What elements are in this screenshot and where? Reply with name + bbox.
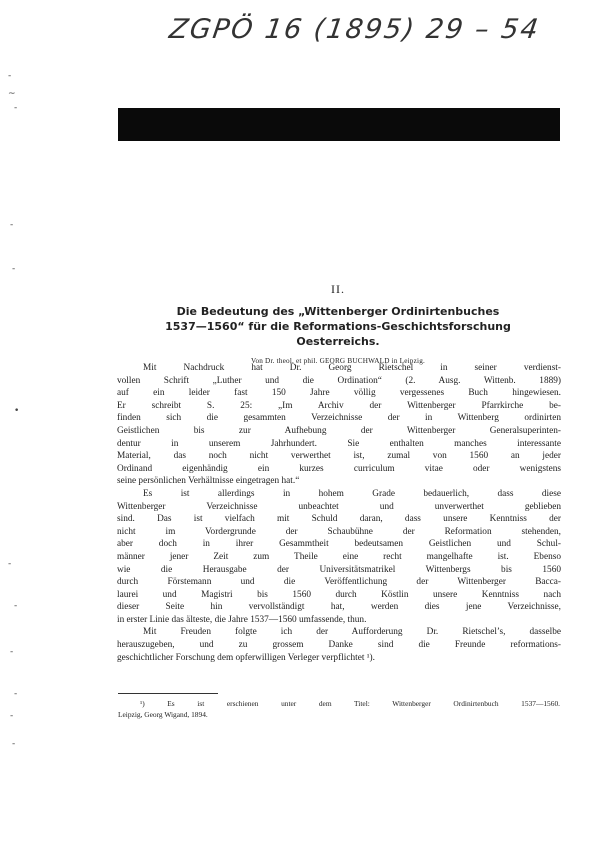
text-line: dentur in unserem Jahrhundert. Sie enthalten manches interessante (117, 438, 561, 449)
margin-mark: - (10, 647, 14, 657)
footnote-rule (118, 693, 218, 694)
text-line: Mit Freuden folgte ich der Aufforderung Dr. Rietschel’s, dasselbe (143, 627, 561, 638)
title-line-2: 1537—1560“ für die Reformations-Geschichtsforschung (165, 320, 511, 333)
text-line: in erster Linie das älteste, die Jahre 1537—1560 umfassende, thun. (117, 614, 367, 625)
text-line: geschichtlicher Forschung dem opferwilligen Verleger verpflichtet ¹). (117, 652, 375, 663)
margin-mark: - (14, 103, 18, 113)
text-line: herauszugeben, und zu grossem Danke sind die Freunde reformations- (117, 640, 561, 651)
margin-mark: • (14, 406, 20, 416)
title-line-3: Oesterreichs. (296, 335, 380, 348)
text-line: Ordinand eigenhändig ein kurzes curriculum vitae oder wenigstens (117, 463, 561, 474)
text-line: Es ist allerdings in hohem Grade bedauerlich, dass diese (143, 488, 561, 499)
text-line: nicht im Vordergrunde der Schaubühne der Reformation stehenden, (117, 526, 561, 537)
text-line: seine persönlichen Verhältnisse eingetragen hat.“ (117, 476, 300, 487)
margin-mark: - (10, 220, 14, 230)
text-line: aber doch in ihrer Gesammtheit bedeutsamen Geistlichen und Schul- (117, 539, 561, 550)
footnote-line: ¹) Es ist erschienen unter dem Titel: Wittenberger Ordinirtenbuch 1537—1560. (140, 699, 560, 708)
text-line: Material, das noch nicht verwerthet ist, zumal von 1560 an jeder (117, 451, 561, 462)
section-numeral: II. (331, 282, 345, 296)
text-line: Mit Nachdruck hat Dr. Georg Rietschel in seiner verdienst- (143, 363, 561, 373)
margin-mark: - (8, 71, 12, 81)
footnote-line: Leipzig, Georg Wigand, 1894. (118, 710, 208, 719)
footnote (118, 698, 560, 720)
text-line: finden sich die gesammten Verzeichnisse der in Wittenberg ordinirten (117, 413, 561, 424)
margin-mark: - (12, 739, 16, 749)
title-line-1: Die Bedeutung des „Wittenberger Ordinirtenbuches (176, 305, 500, 318)
margin-mark: - (12, 264, 16, 274)
paragraph (117, 488, 561, 627)
text-line: sind. Das ist vielfach mit Schuld daran, dass unsere Kenntniss der (117, 514, 561, 525)
text-line: vollen Schrift „Luther und die Ordination“ (2. Ausg. Wittenb. 1889) (117, 375, 561, 386)
margin-mark: - (14, 689, 18, 699)
text-line: dieser Seite hin vervollständigt hat, werden dies jene Verzeichnisse, (117, 602, 561, 613)
text-line: männer jener Zeit zum Theile eine recht mangelhafte ist. Ebenso (117, 551, 561, 562)
text-line: durch Förstemann und die Veröffentlichung der Wittenberger Bacca- (117, 577, 561, 588)
author-line: Von Dr. theol. et phil. GEORG BUCHWALD in Leipzig. (251, 357, 425, 365)
text-line: wie die Herausgabe der Universitätsmatrikel Wittenbergs bis 1560 (117, 564, 561, 575)
margin-mark: ~ (8, 89, 16, 99)
paragraph (117, 362, 561, 488)
text-line: Er schreibt S. 25: „Im Archiv der Wittenberger Pfarrkirche be- (117, 400, 561, 411)
margin-mark: - (8, 559, 12, 569)
text-line: laurei und Magistri bis 1560 durch Köstlin unsere Kenntniss nach (117, 589, 561, 600)
article-body (117, 362, 561, 664)
handwritten-citation: ZGPÖ 16 (1895) 29 – 54 (167, 14, 542, 45)
margin-mark: - (14, 601, 18, 611)
margin-mark: - (10, 711, 14, 721)
redaction-bar (118, 108, 560, 141)
text-line: auf ein leider fast 150 Jahre völlig vergessenes Buch hingewiesen. (117, 388, 561, 399)
text-line: Geistlichen bis zur Aufhebung der Wittenberger Generalsuperinten- (117, 425, 561, 436)
text-line: Wittenberger Verzeichnisse unbeachtet und unverwerthet geblieben (117, 501, 561, 512)
paragraph (117, 626, 561, 664)
article-header (118, 282, 558, 365)
